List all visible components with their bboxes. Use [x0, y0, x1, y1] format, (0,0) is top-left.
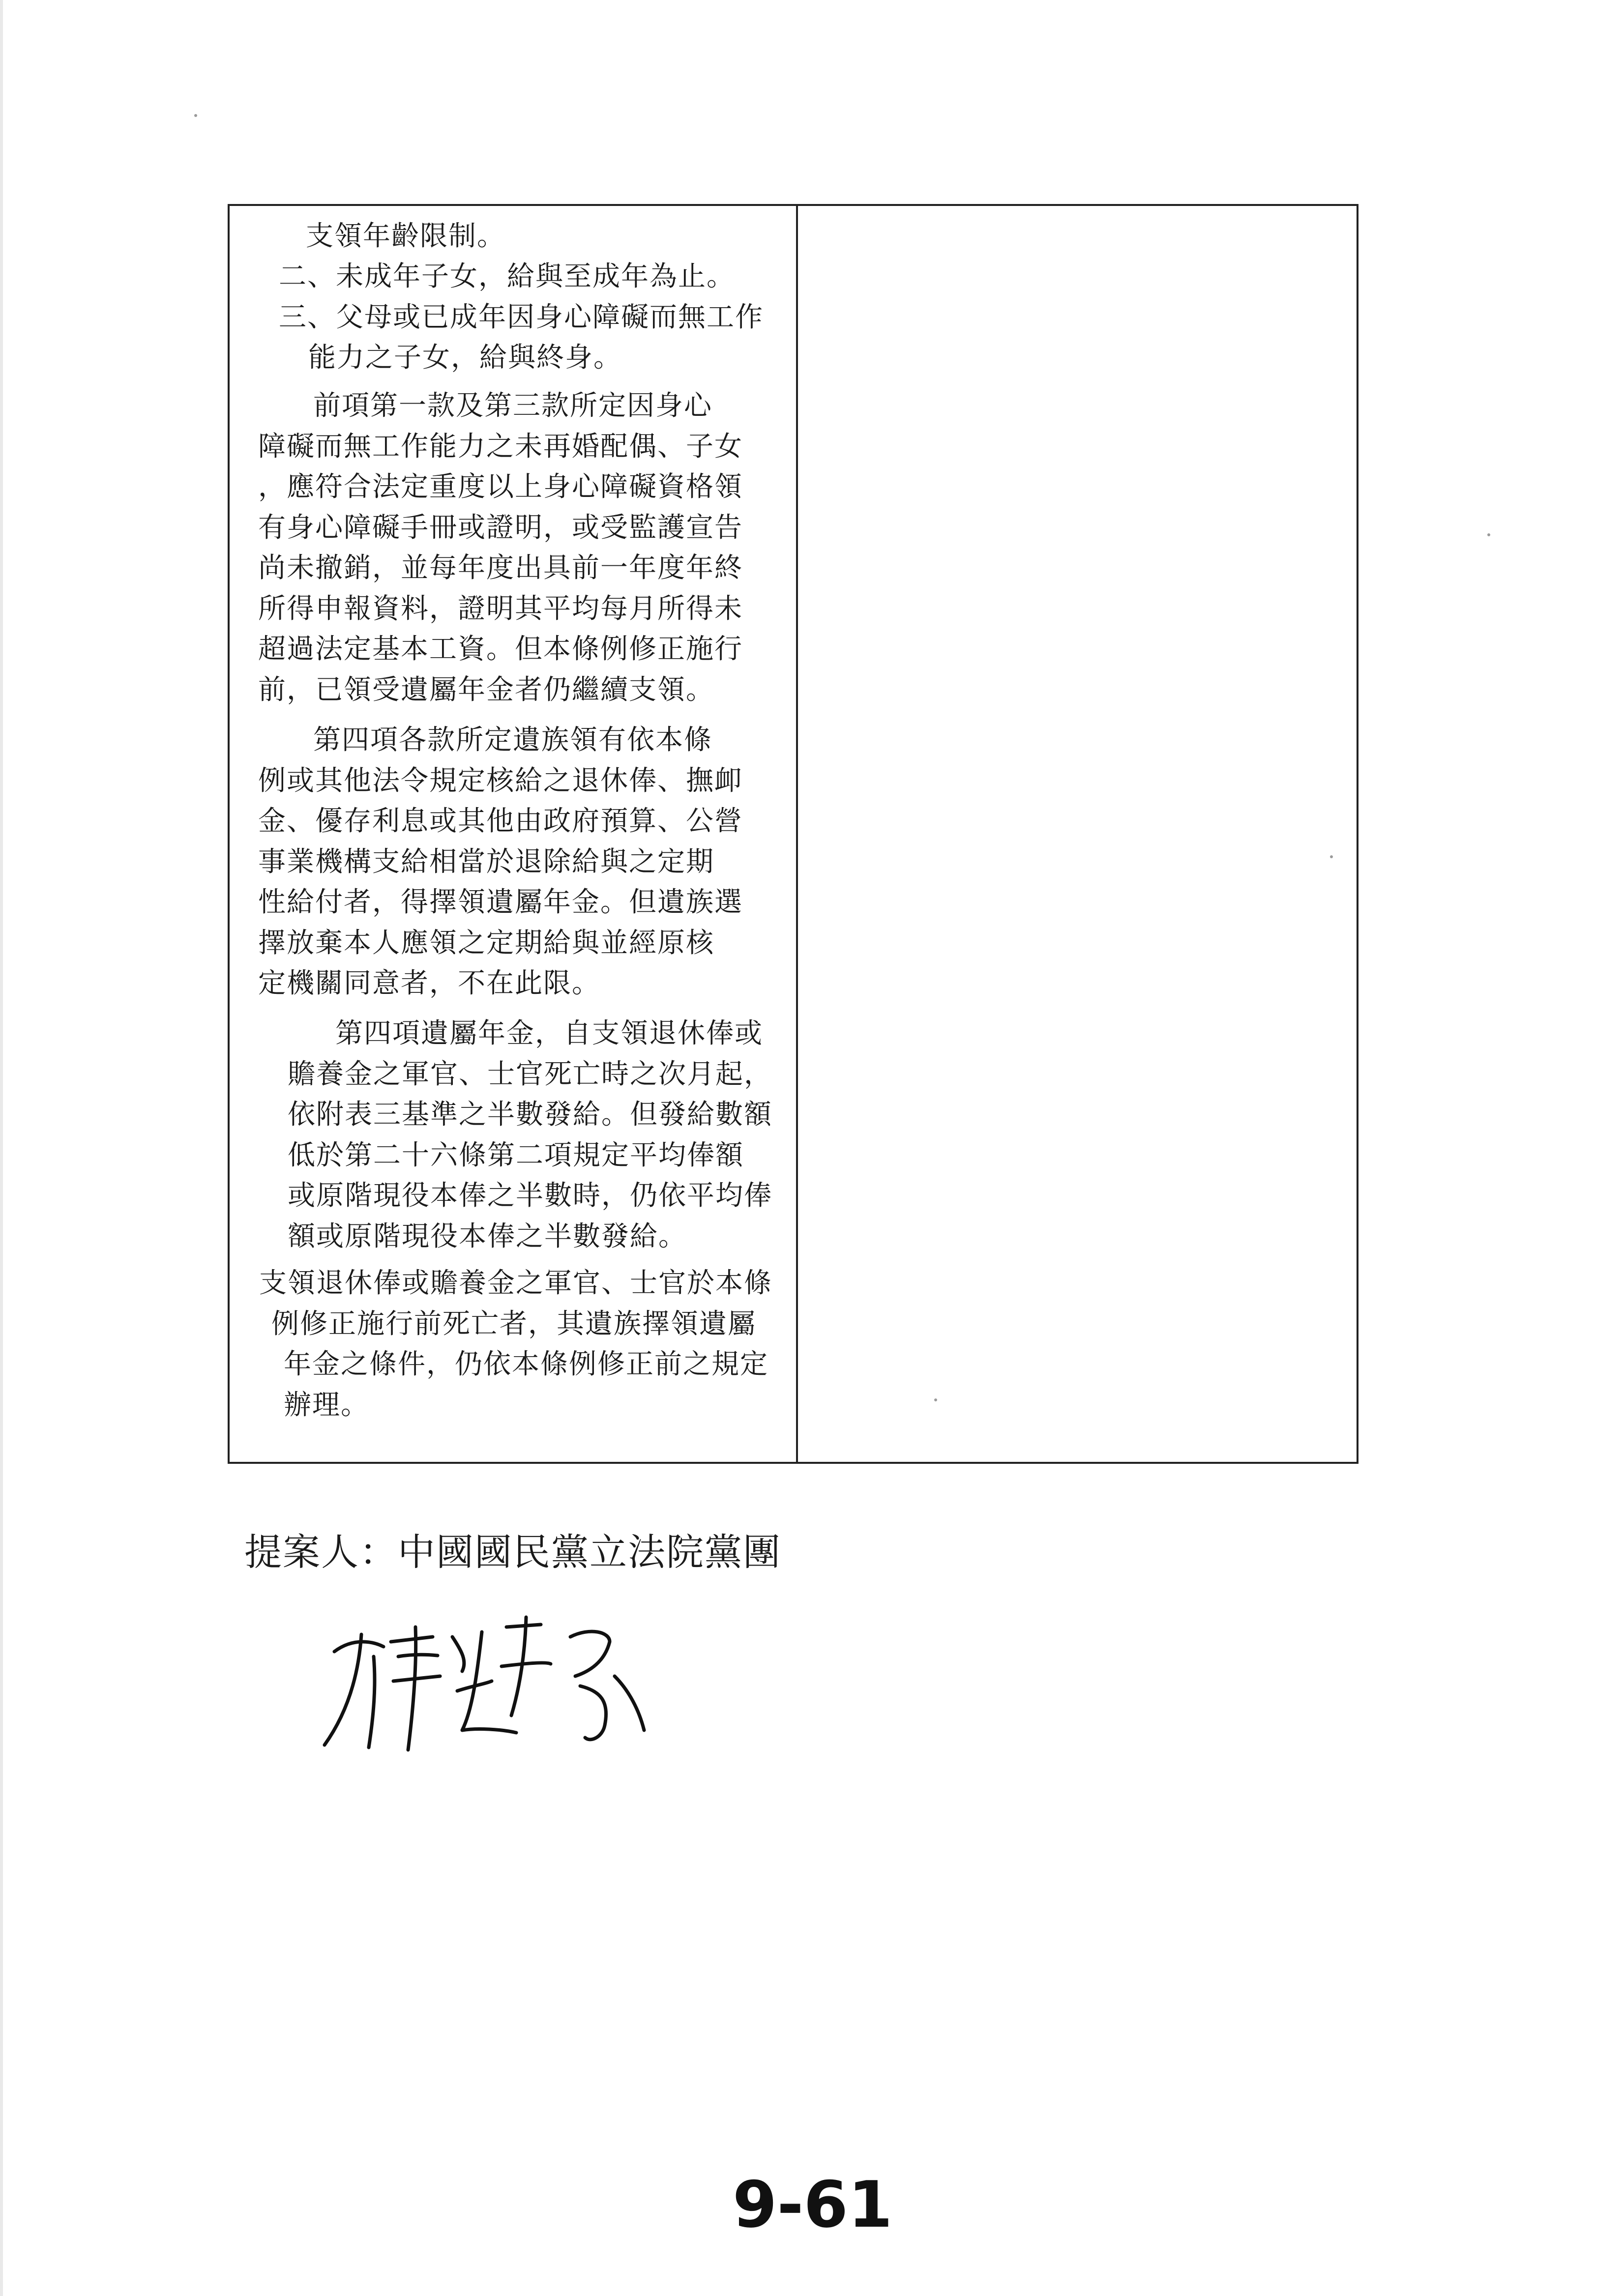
provision-text-column: [230, 206, 798, 1462]
provision-line: 前，已領受遺屬年金者仍繼續支領。: [258, 674, 714, 706]
provision-line: 例或其他法令規定核給之退休俸、撫卹: [258, 765, 743, 797]
provision-line: 年金之條件，仍依本條例修正前之規定: [284, 1348, 768, 1380]
provision-line: 低於第二十六條第二項規定平均俸額: [288, 1139, 744, 1171]
explanation-column: [798, 206, 1357, 1462]
provision-line: 定機關同意者，不在此限。: [258, 967, 600, 999]
svg-text:9-61: 9-61: [733, 2167, 893, 2242]
handwritten-page-number: [728, 2163, 893, 2246]
provision-line: 二、未成年子女，給與至成年為止。: [279, 261, 735, 292]
provision-line: 第四項各款所定遺族領有依本條: [313, 724, 712, 756]
provision-line: 有身心障礙手冊或證明，或受監護宣告: [258, 512, 743, 544]
provision-line: 障礙而無工作能力之未再婚配偶、子女: [258, 431, 743, 463]
provision-line: 金、優存利息或其他由政府預算、公營: [258, 805, 743, 837]
provision-line: 三、父母或已成年因身心障礙而無工作: [279, 301, 764, 333]
provision-line: 辦理。: [284, 1389, 369, 1421]
provision-line: 所得申報資料，證明其平均每月所得未: [258, 593, 743, 625]
provision-line: 能力之子女，給與終身。: [308, 342, 622, 374]
provision-line: ，應符合法定重度以上身心障礙資格領: [258, 471, 743, 503]
provision-line: 事業機構支給相當於退除給與之定期: [258, 846, 714, 878]
proposer-line: 提案人：中國國民黨立法院黨團: [244, 1530, 781, 1574]
provision-line: 前項第一款及第三款所定因身心: [313, 390, 712, 422]
provision-line: 第四項遺屬年金，自支領退休俸或: [335, 1017, 763, 1049]
provision-line: 支領年齡限制。: [306, 220, 505, 252]
provision-line: 尚未撤銷，並每年度出具前一年度年終: [258, 552, 743, 584]
scan-edge: [0, 0, 3, 2296]
provision-line: 支領退休俸或贍養金之軍官、士官於本條: [259, 1267, 772, 1299]
scan-speck: [194, 114, 197, 117]
provision-line: 超過法定基本工資。但本條例修正施行: [258, 633, 743, 665]
provision-line: 擇放棄本人應領之定期給與並經原核: [258, 927, 714, 959]
scan-speck: [1487, 533, 1490, 536]
provision-line: 額或原階現役本俸之半數發給。: [288, 1221, 687, 1252]
amendment-table: [228, 204, 1358, 1464]
provision-line: 贍養金之軍官、士官死亡時之次月起，: [288, 1058, 772, 1090]
provision-line: 依附表三基準之半數發給。但發給數額: [288, 1099, 772, 1131]
handwritten-signature: [315, 1607, 659, 1755]
provision-line: 例修正施行前死亡者，其遺族擇領遺屬: [271, 1308, 756, 1340]
provision-line: 或原階現役本俸之半數時，仍依平均俸: [288, 1180, 772, 1212]
provision-line: 性給付者，得擇領遺屬年金。但遺族選: [258, 886, 743, 918]
